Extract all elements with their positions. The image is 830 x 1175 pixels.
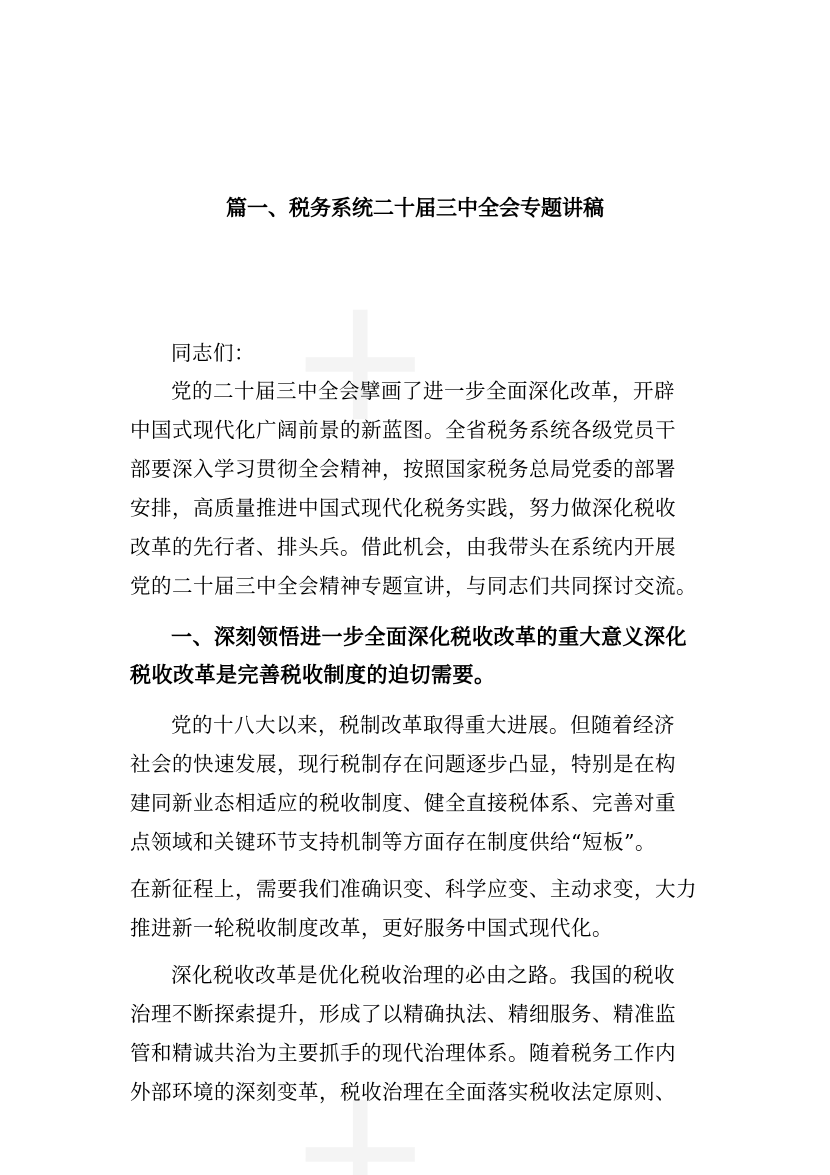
paragraph-line: 在新征程上，需要我们准确识变、科学应变、主动求变，大力 — [130, 877, 697, 901]
heading-line: 税收改革是完善税收制度的迫切需要。 — [130, 663, 496, 687]
document-title: 篇一、税务系统二十届三中全会专题讲稿 — [226, 196, 604, 220]
paragraph-3 — [130, 870, 710, 948]
paragraph-line: 点领域和关键环节支持机制等方面存在制度供给“短板”。 — [130, 830, 656, 854]
paragraph-line: 外部环境的深刻变革，税收治理在全面落实税收法定原则、 — [130, 1080, 676, 1104]
paragraph-line: 社会的快速发展，现行税制存在问题逐步凸显，特别是在构 — [130, 752, 676, 776]
heading-line: 一、深刻领悟进一步全面深化税收改革的重大意义深化 — [171, 625, 687, 649]
paragraph-line: 治理不断探索提升，形成了以精确执法、精细服务、精准监 — [130, 1002, 676, 1026]
paragraph-line: 党的十八大以来，税制改革取得重大进展。但随着经济 — [171, 713, 675, 737]
paragraph-line: 建同新业态相适应的税收制度、健全直接税体系、完善对重 — [130, 791, 676, 815]
paragraph-line: 中国式现代化广阔前景的新蓝图。全省税务系统各级党员干 — [130, 418, 676, 442]
paragraph-4 — [130, 956, 710, 1112]
paragraph-line: 党的二十届三中全会精神专题宣讲，与同志们共同探讨交流。 — [130, 574, 697, 598]
paragraph-line: 党的二十届三中全会擘画了进一步全面深化改革，开辟 — [171, 379, 675, 403]
paragraph-line: 改革的先行者、排头兵。借此机会，由我带头在系统内开展 — [130, 535, 676, 559]
salutation: 同志们： — [171, 341, 255, 365]
paragraph-line: 安排，高质量推进中国式现代化税务实践，努力做深化税收 — [130, 496, 676, 520]
paragraph-line: 推进新一轮税收制度改革，更好服务中国式现代化。 — [130, 916, 613, 940]
paragraph-1 — [130, 372, 710, 606]
paragraph-line: 管和精诚共治为主要抓手的现代治理体系。随着税务工作内 — [130, 1041, 676, 1065]
paragraph-2 — [130, 706, 710, 862]
paragraph-line: 深化税收改革是优化税收治理的必由之路。我国的税收 — [171, 963, 675, 987]
section-heading-1 — [130, 618, 710, 694]
paragraph-line: 部要深入学习贯彻全会精神，按照国家税务总局党委的部署 — [130, 457, 676, 481]
